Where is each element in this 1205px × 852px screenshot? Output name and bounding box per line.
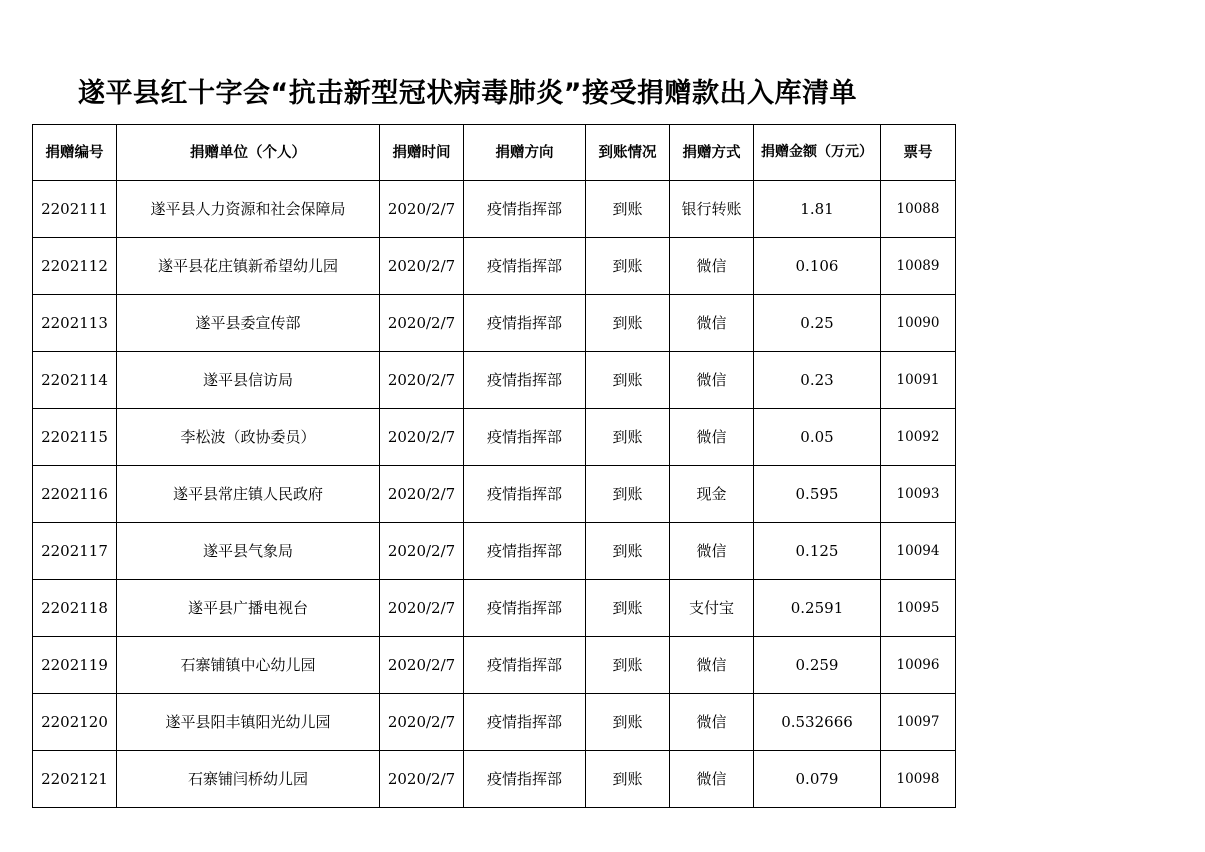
table-row	[33, 637, 956, 694]
cell-receipt: 10096	[881, 637, 956, 694]
cell-date: 2020/2/7	[380, 694, 464, 751]
cell-receipt: 10092	[881, 409, 956, 466]
cell-date: 2020/2/7	[380, 409, 464, 466]
cell-date: 2020/2/7	[380, 637, 464, 694]
table-row	[33, 751, 956, 808]
cell-id: 2202113	[33, 295, 117, 352]
cell-direction: 疫情指挥部	[464, 580, 586, 637]
cell-direction: 疫情指挥部	[464, 238, 586, 295]
table-row	[33, 238, 956, 295]
cell-method: 微信	[670, 295, 754, 352]
cell-donor: 石寨铺镇中心幼儿园	[117, 637, 380, 694]
cell-method: 现金	[670, 466, 754, 523]
cell-direction: 疫情指挥部	[464, 751, 586, 808]
header-id: 捐赠编号	[33, 125, 117, 181]
cell-donor: 遂平县阳丰镇阳光幼儿园	[117, 694, 380, 751]
cell-donor: 遂平县委宣传部	[117, 295, 380, 352]
cell-amount: 0.23	[754, 352, 881, 409]
cell-direction: 疫情指挥部	[464, 694, 586, 751]
cell-receipt: 10089	[881, 238, 956, 295]
table-row	[33, 295, 956, 352]
cell-method: 支付宝	[670, 580, 754, 637]
donation-table	[32, 124, 956, 808]
cell-status: 到账	[586, 181, 670, 238]
cell-id: 2202114	[33, 352, 117, 409]
header-method: 捐赠方式	[670, 125, 754, 181]
cell-direction: 疫情指挥部	[464, 466, 586, 523]
cell-receipt: 10094	[881, 523, 956, 580]
cell-status: 到账	[586, 694, 670, 751]
table-row	[33, 694, 956, 751]
cell-date: 2020/2/7	[380, 181, 464, 238]
header-direction: 捐赠方向	[464, 125, 586, 181]
page-title: 遂平县红十字会“抗击新型冠状病毒肺炎”接受捐赠款出入库清单	[78, 78, 857, 109]
cell-method: 微信	[670, 694, 754, 751]
cell-direction: 疫情指挥部	[464, 295, 586, 352]
cell-direction: 疫情指挥部	[464, 181, 586, 238]
cell-amount: 0.125	[754, 523, 881, 580]
cell-receipt: 10098	[881, 751, 956, 808]
cell-receipt: 10093	[881, 466, 956, 523]
cell-method: 微信	[670, 352, 754, 409]
cell-method: 微信	[670, 238, 754, 295]
table-row	[33, 466, 956, 523]
cell-direction: 疫情指挥部	[464, 409, 586, 466]
cell-method: 微信	[670, 637, 754, 694]
cell-id: 2202120	[33, 694, 117, 751]
cell-receipt: 10095	[881, 580, 956, 637]
cell-status: 到账	[586, 466, 670, 523]
table-row	[33, 580, 956, 637]
cell-amount: 0.259	[754, 637, 881, 694]
cell-date: 2020/2/7	[380, 466, 464, 523]
cell-id: 2202119	[33, 637, 117, 694]
cell-donor: 遂平县花庄镇新希望幼儿园	[117, 238, 380, 295]
cell-id: 2202112	[33, 238, 117, 295]
cell-method: 微信	[670, 751, 754, 808]
cell-direction: 疫情指挥部	[464, 352, 586, 409]
header-donor: 捐赠单位（个人）	[117, 125, 380, 181]
cell-id: 2202118	[33, 580, 117, 637]
header-status: 到账情况	[586, 125, 670, 181]
cell-donor: 遂平县人力资源和社会保障局	[117, 181, 380, 238]
cell-amount: 0.106	[754, 238, 881, 295]
cell-donor: 李松波（政协委员）	[117, 409, 380, 466]
cell-id: 2202115	[33, 409, 117, 466]
cell-date: 2020/2/7	[380, 352, 464, 409]
cell-amount: 0.532666	[754, 694, 881, 751]
cell-receipt: 10088	[881, 181, 956, 238]
table-row	[33, 409, 956, 466]
cell-status: 到账	[586, 409, 670, 466]
cell-receipt: 10097	[881, 694, 956, 751]
header-receipt: 票号	[881, 125, 956, 181]
cell-donor: 遂平县广播电视台	[117, 580, 380, 637]
cell-date: 2020/2/7	[380, 580, 464, 637]
cell-direction: 疫情指挥部	[464, 637, 586, 694]
cell-amount: 0.05	[754, 409, 881, 466]
cell-date: 2020/2/7	[380, 295, 464, 352]
cell-date: 2020/2/7	[380, 523, 464, 580]
cell-receipt: 10090	[881, 295, 956, 352]
cell-date: 2020/2/7	[380, 238, 464, 295]
table-row	[33, 181, 956, 238]
cell-status: 到账	[586, 238, 670, 295]
cell-amount: 1.81	[754, 181, 881, 238]
cell-status: 到账	[586, 295, 670, 352]
cell-method: 微信	[670, 523, 754, 580]
cell-amount: 0.079	[754, 751, 881, 808]
cell-date: 2020/2/7	[380, 751, 464, 808]
cell-donor: 石寨铺闫桥幼儿园	[117, 751, 380, 808]
cell-method: 银行转账	[670, 181, 754, 238]
cell-donor: 遂平县常庄镇人民政府	[117, 466, 380, 523]
cell-status: 到账	[586, 751, 670, 808]
cell-status: 到账	[586, 637, 670, 694]
cell-amount: 0.25	[754, 295, 881, 352]
cell-id: 2202116	[33, 466, 117, 523]
cell-amount: 0.2591	[754, 580, 881, 637]
cell-status: 到账	[586, 352, 670, 409]
cell-direction: 疫情指挥部	[464, 523, 586, 580]
cell-method: 微信	[670, 409, 754, 466]
table-row	[33, 352, 956, 409]
table-body	[33, 181, 956, 808]
table-row	[33, 523, 956, 580]
table-header-row	[33, 125, 956, 181]
cell-status: 到账	[586, 580, 670, 637]
header-amount: 捐赠金额（万元）	[754, 125, 881, 181]
header-date: 捐赠时间	[380, 125, 464, 181]
cell-id: 2202121	[33, 751, 117, 808]
cell-donor: 遂平县气象局	[117, 523, 380, 580]
cell-receipt: 10091	[881, 352, 956, 409]
cell-status: 到账	[586, 523, 670, 580]
cell-id: 2202117	[33, 523, 117, 580]
cell-donor: 遂平县信访局	[117, 352, 380, 409]
cell-amount: 0.595	[754, 466, 881, 523]
cell-id: 2202111	[33, 181, 117, 238]
